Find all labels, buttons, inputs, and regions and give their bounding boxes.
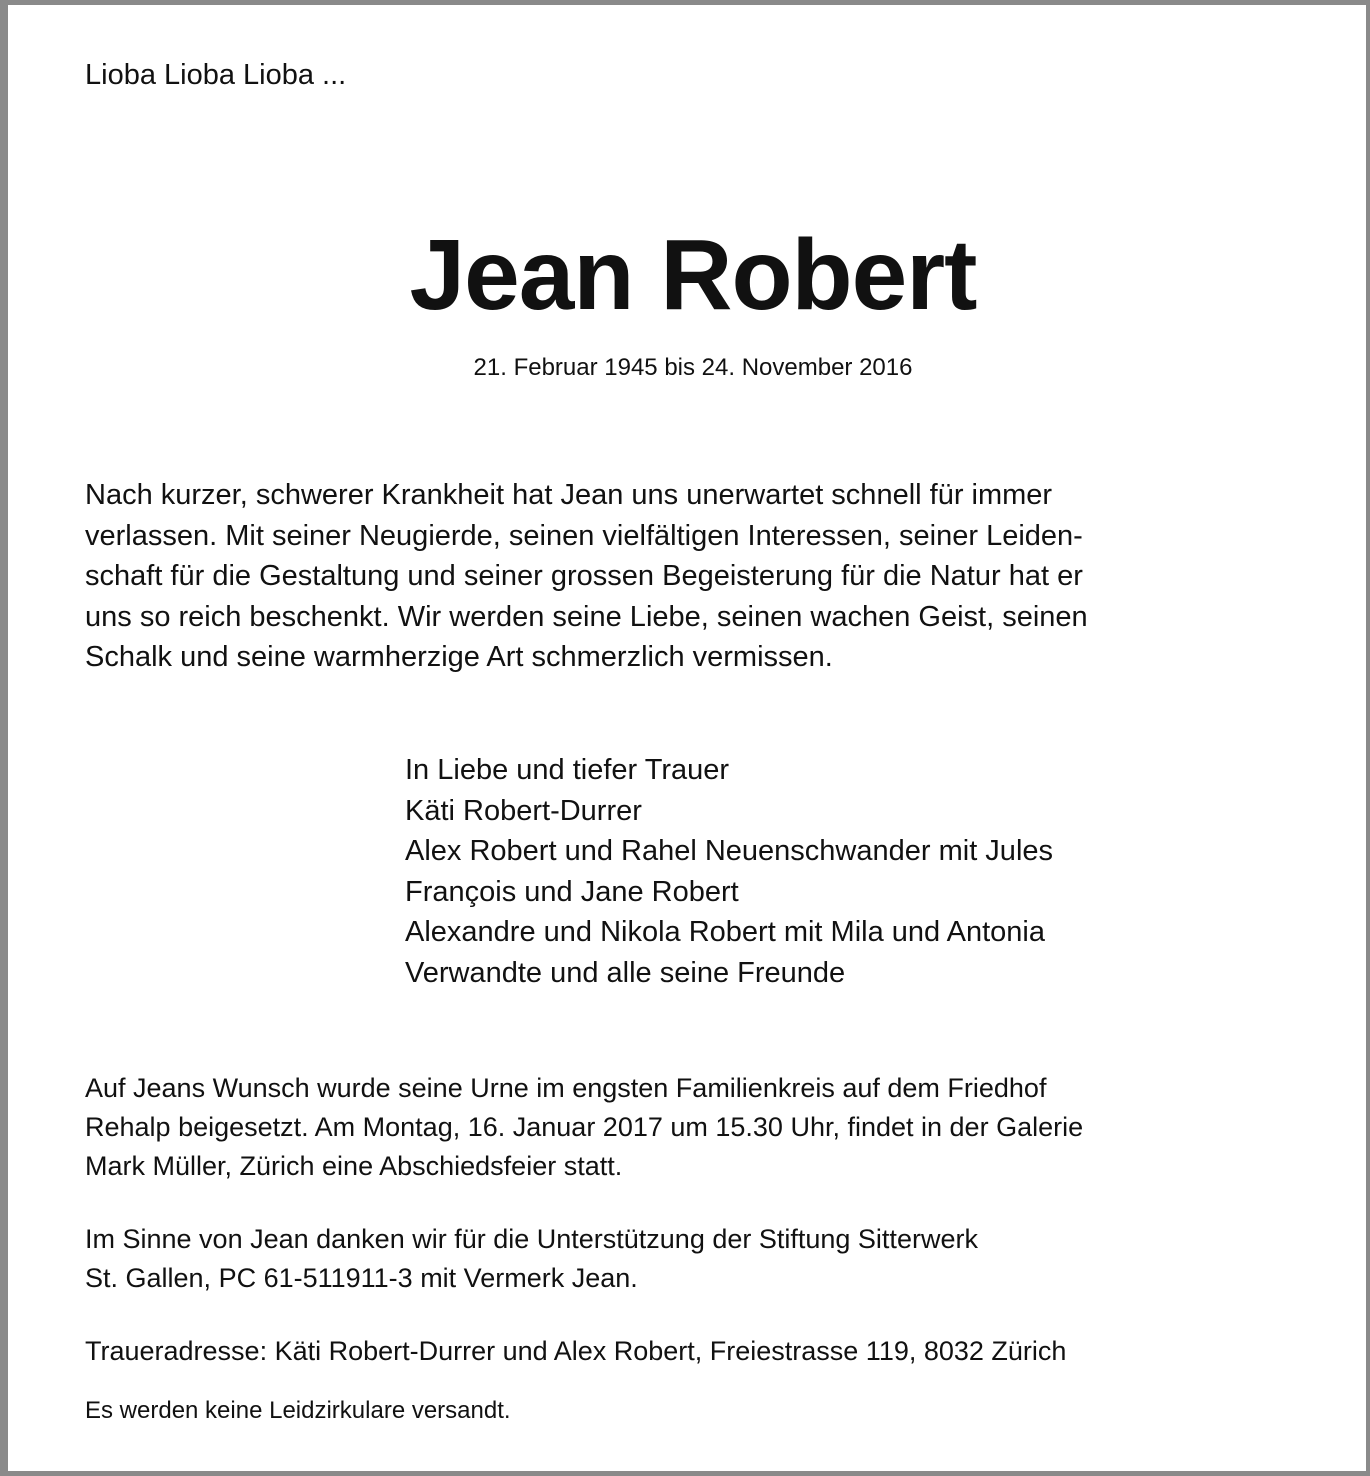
life-dates: 21. Februar 1945 bis 24. November 2016: [473, 354, 913, 381]
mourners-list: [405, 750, 1053, 993]
funeral-information: [85, 1069, 1083, 1186]
mourner: François und Jane Robert: [405, 875, 739, 908]
deceased-name: Jean Robert: [409, 219, 977, 331]
funeral-line: Auf Jeans Wunsch wurde seine Urne im engsten Familienkreis auf dem Friedhof: [85, 1073, 1047, 1103]
mourner: Alex Robert und Rahel Neuenschwander mit Jules: [405, 835, 1054, 867]
tribute-paragraph: [85, 475, 1088, 678]
tribute-line: Schalk und seine warmherzige Art schmerzlich vermissen.: [85, 641, 833, 673]
mourner: Käti Robert-Durrer: [405, 794, 642, 827]
donation-request: [85, 1220, 978, 1298]
tribute-line: verlassen. Mit seiner Neugierde, seinen vielfältigen Interessen, seiner Leiden-: [85, 519, 1083, 552]
mourner: Verwandte und alle seine Freunde: [405, 956, 846, 989]
funeral-line: Mark Müller, Zürich eine Abschiedsfeier statt.: [85, 1151, 623, 1181]
funeral-line: Rehalp beigesetzt. Am Montag, 16. Januar 2017 um 15.30 Uhr, findet in der Galerie: [85, 1112, 1084, 1142]
tribute-line: Nach kurzer, schwerer Krankheit hat Jean uns unerwartet schnell für immer: [85, 479, 1053, 511]
no-circulars-note: Es werden keine Leidzirkulare versandt.: [85, 1397, 511, 1424]
donation-line: Im Sinne von Jean danken wir für die Unterstützung der Stiftung Sitterwerk: [85, 1224, 978, 1254]
donation-line: St. Gallen, PC 61-511911-3 mit Vermerk Jean.: [85, 1263, 638, 1293]
epigraph: Lioba Lioba Lioba ...: [85, 59, 347, 91]
mourner: Alexandre und Nikola Robert mit Mila und Antonia: [405, 916, 1045, 948]
mourners-heading: In Liebe und tiefer Trauer: [405, 754, 730, 786]
tribute-line: schaft für die Gestaltung und seiner grossen Begeisterung für die Natur hat er: [85, 560, 1083, 592]
mourning-address: Traueradresse: Käti Robert-Durrer und Alex Robert, Freiestrasse 119, 8032 Zürich: [85, 1336, 1067, 1366]
tribute-line: uns so reich beschenkt. Wir werden seine Liebe, seinen wachen Geist, seinen: [85, 600, 1088, 633]
